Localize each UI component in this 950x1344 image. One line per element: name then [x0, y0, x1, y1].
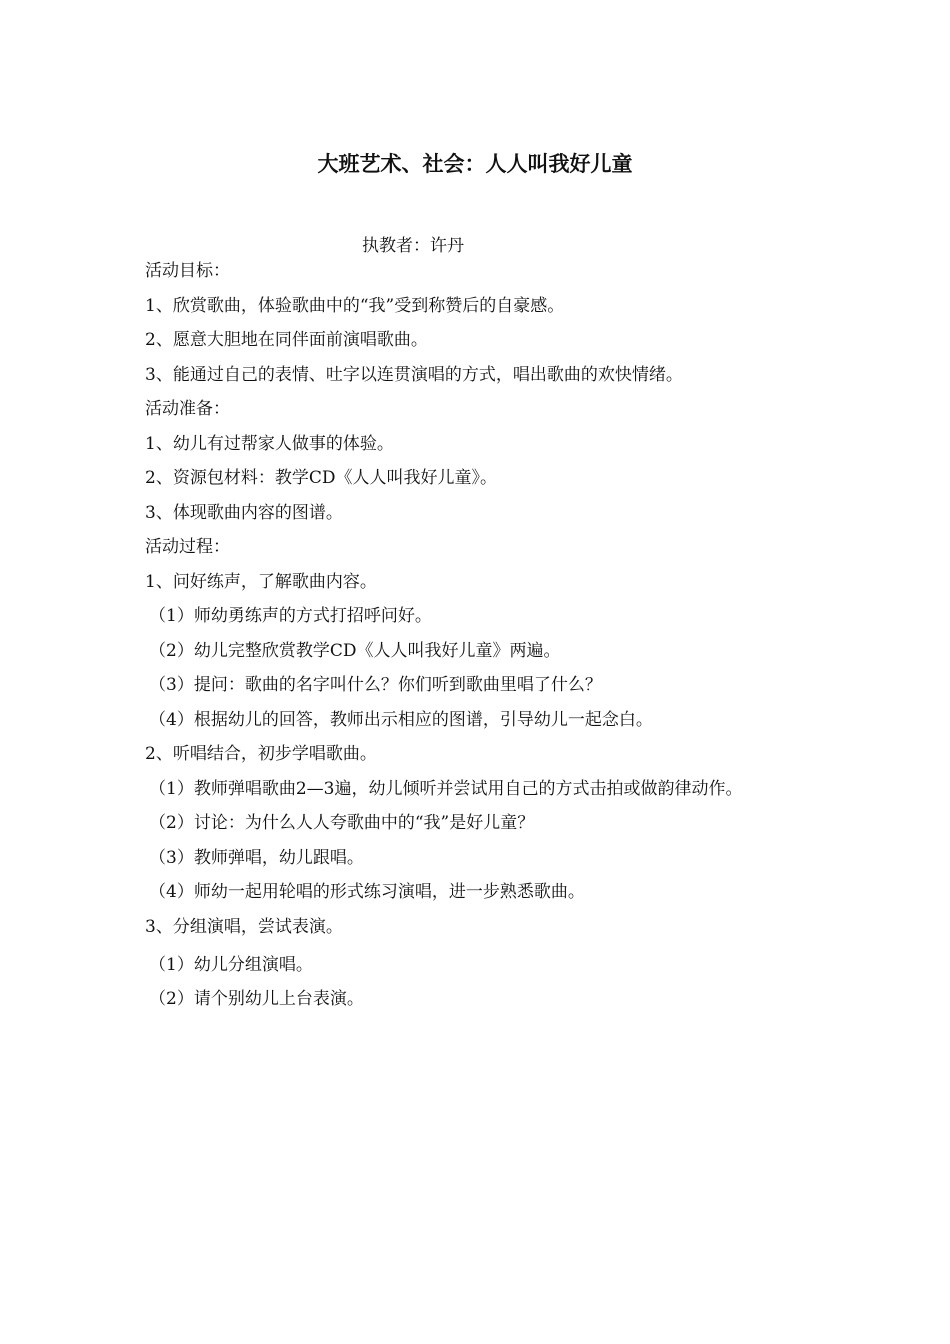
process-step-3: 3、分组演唱，尝试表演。: [145, 917, 343, 937]
goal-item-3: 3、能通过自己的表情、吐字以连贯演唱的方式，唱出歌曲的欢快情绪。: [145, 365, 683, 385]
process-substep: （4）根据幼儿的回答，教师出示相应的图谱，引导幼儿一起念白。: [149, 710, 653, 730]
process-step-1: 1、问好练声，了解歌曲内容。: [145, 572, 377, 592]
process-substep: （1）幼儿分组演唱。: [149, 955, 313, 975]
process-substep: （1）师幼勇练声的方式打招呼问好。: [149, 606, 432, 626]
author-line: 执教者：许丹: [362, 236, 464, 256]
process-substep: （2）讨论：为什么人人夸歌曲中的“我”是好儿童？: [149, 813, 535, 833]
preparation-item-3: 3、体现歌曲内容的图谱。: [145, 503, 343, 523]
preparation-item-2: 2、资源包材料：教学CD《人人叫我好儿童》。: [145, 468, 497, 488]
goal-item-1: 1、欣赏歌曲，体验歌曲中的“我”受到称赞后的自豪感。: [145, 296, 565, 316]
process-substep: （2）请个别幼儿上台表演。: [149, 989, 364, 1009]
process-substep: （3）提问：歌曲的名字叫什么？你们听到歌曲里唱了什么？: [149, 675, 602, 695]
process-substep: （3）教师弹唱，幼儿跟唱。: [149, 848, 364, 868]
goal-item-2: 2、愿意大胆地在同伴面前演唱歌曲。: [145, 330, 428, 350]
process-substep: （4）师幼一起用轮唱的形式练习演唱，进一步熟悉歌曲。: [149, 882, 585, 902]
preparation-item-1: 1、幼儿有过帮家人做事的体验。: [145, 434, 394, 454]
process-substep: （2）幼儿完整欣赏教学CD《人人叫我好儿童》两遍。: [149, 641, 561, 661]
process-substep: （1）教师弹唱歌曲2—3遍，幼儿倾听并尝试用自己的方式击拍或做韵律动作。: [149, 779, 743, 799]
section-heading-preparation: 活动准备：: [145, 399, 230, 419]
document-title: 大班艺术、社会：人人叫我好儿童: [317, 151, 633, 176]
section-heading-process: 活动过程：: [145, 537, 230, 557]
section-heading-goals: 活动目标：: [145, 261, 230, 281]
process-step-2: 2、听唱结合，初步学唱歌曲。: [145, 744, 377, 764]
